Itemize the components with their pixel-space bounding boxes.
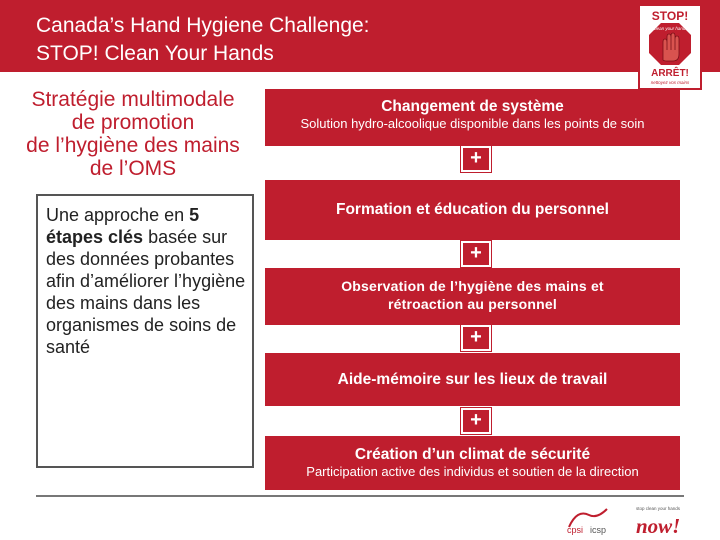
approach-part-2: basée sur des données probantes afin d’améliorer l’hygiène des mains dans les organismes de soins de santé: [46, 227, 246, 357]
step-reminders: [265, 353, 680, 406]
step-title: Création d’un climat de sécurité: [354, 446, 591, 463]
heading-line: de l’OMS: [89, 157, 177, 180]
heading-line: Stratégie multimodale: [31, 88, 235, 111]
step-observation: [265, 268, 680, 325]
step-title-line-1: Observation de l’hygiène des mains et: [341, 278, 604, 294]
title-line-1: Canada’s Hand Hygiene Challenge:: [36, 14, 370, 37]
step-safety-climate: [265, 436, 680, 490]
now-small-text: stop clean your hands: [636, 506, 681, 511]
stop-clean-hands-logo: [638, 4, 702, 90]
now-logo: [632, 502, 688, 538]
strategy-heading: [4, 88, 262, 180]
cpsi-icsp-logo: [563, 505, 615, 535]
icsp-text: icsp: [590, 525, 607, 535]
logo-hand-text: Clean your hands: [652, 26, 688, 31]
heading-line: de promotion: [71, 111, 195, 134]
page-title: [36, 12, 370, 68]
step-subtitle: Solution hydro-alcoolique disponible dans les points de soin: [300, 116, 645, 131]
header-band: [0, 0, 720, 72]
heading-line: de l’hygiène des mains: [26, 134, 240, 157]
approach-box: [36, 194, 254, 468]
plus-icon: +: [461, 325, 491, 351]
plus-icon: +: [461, 241, 491, 267]
step-system-change: [265, 89, 680, 146]
footer-divider: [36, 495, 684, 497]
step-subtitle: Participation active des individus et soutien de la direction: [306, 464, 639, 479]
step-title: Aide-mémoire sur les lieux de travail: [337, 371, 608, 388]
approach-part-1: Une approche en: [46, 205, 190, 225]
step-title: Formation et éducation du personnel: [336, 201, 609, 218]
logo-stop-text: STOP!: [651, 9, 689, 23]
logo-arret-sub: nettoyez vos mains: [650, 80, 690, 85]
approach-text: [46, 204, 246, 358]
title-line-2: STOP! Clean Your Hands: [36, 42, 274, 65]
step-title: Changement de système: [381, 98, 564, 115]
approach-bold: 5 étapes clés: [46, 205, 200, 247]
step-title-line-2: rétroaction au personnel: [388, 296, 557, 312]
step-training: [265, 180, 680, 240]
plus-icon: +: [461, 146, 491, 172]
plus-icon: +: [461, 408, 491, 434]
cpsi-text: cpsi: [567, 525, 584, 535]
logo-arret-text: ARRÊT!: [651, 68, 689, 79]
now-big-text: now!: [636, 514, 681, 538]
